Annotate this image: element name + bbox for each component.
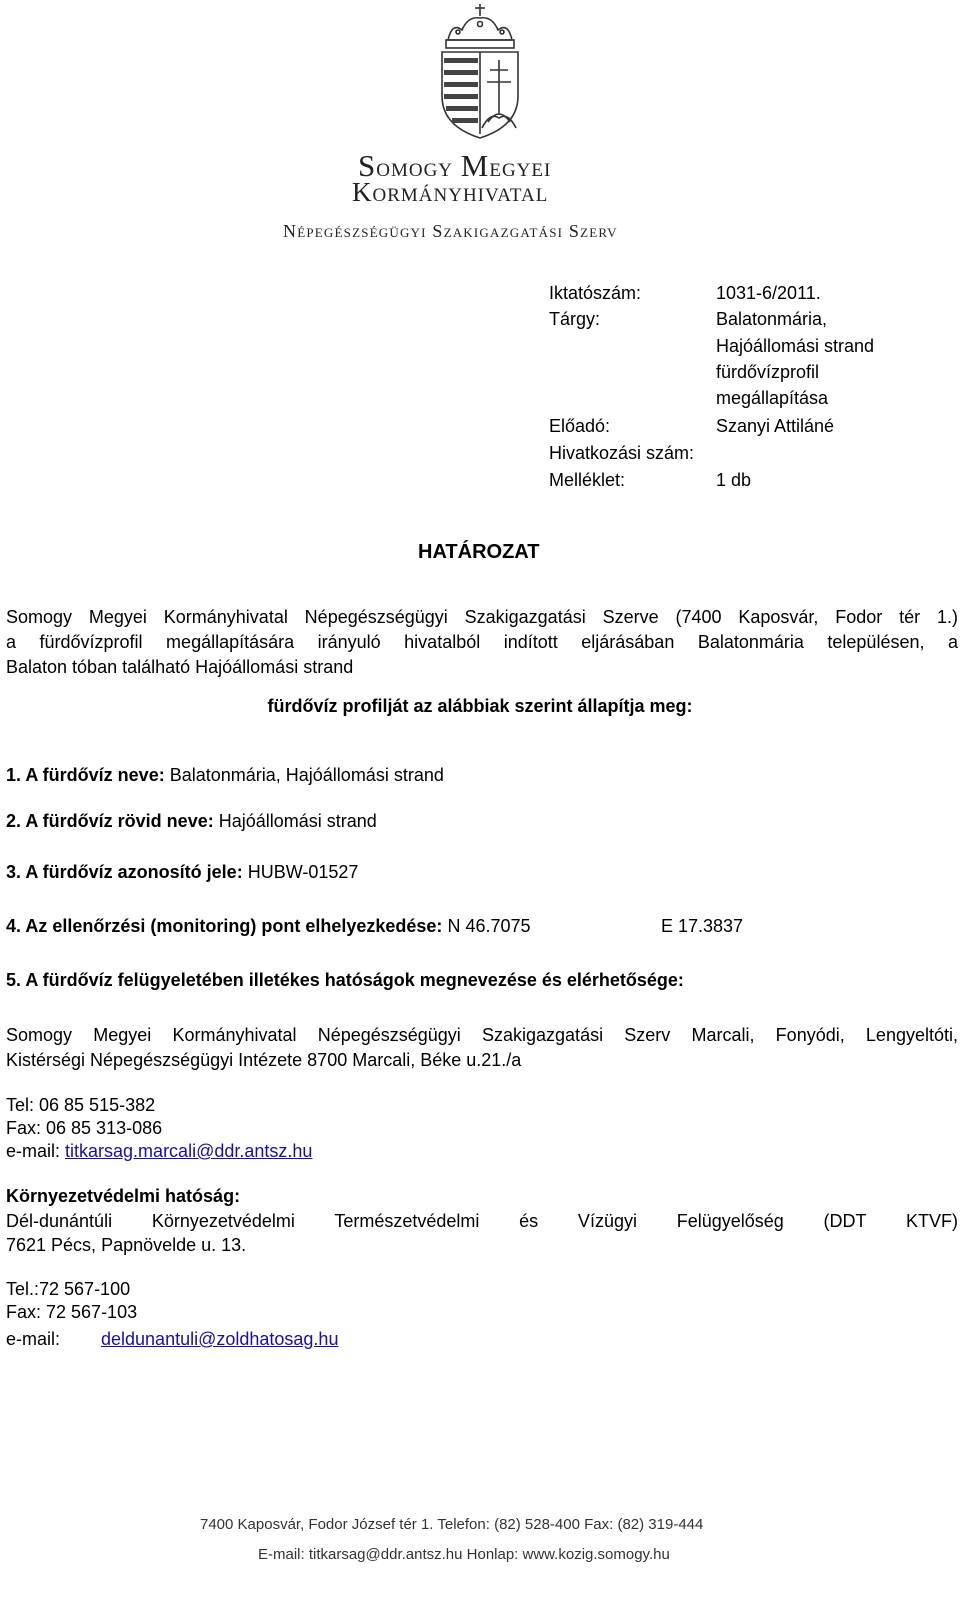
item-5-label: 5. A fürdővíz felügyeletében illetékes hatóságok megnevezése és elérhetősége: bbox=[6, 970, 684, 990]
authority2-email-link[interactable]: deldunantuli@zoldhatosag.hu bbox=[101, 1329, 339, 1349]
brand-line-1-initial-2: M bbox=[460, 148, 490, 183]
subheading: fürdővíz profilját az alábbiak szerint állapítja meg: bbox=[267, 696, 693, 716]
item-1-value: Balatonmária, Hajóállomási strand bbox=[169, 765, 444, 785]
hivatkozasi-label: Hivatkozási szám: bbox=[549, 443, 695, 463]
authority1-fax: Fax: 06 85 313-086 bbox=[6, 1118, 163, 1138]
item-3-value: HUBW-01527 bbox=[247, 862, 359, 882]
item-4-label: 4. Az ellenőrzési (monitoring) pont elhelyezkedése: bbox=[6, 916, 443, 936]
targy-value-line-3: fürdővízprofil bbox=[716, 362, 820, 382]
item-2-value: Hajóállomási strand bbox=[218, 811, 377, 831]
brand-line-3: Népegészségügyi Szakigazgatási Szerv bbox=[283, 221, 618, 241]
brand-line-1-initial: S bbox=[358, 148, 377, 183]
item-2 bbox=[6, 809, 377, 834]
item-3 bbox=[6, 860, 358, 885]
iktato-label: Iktatószám: bbox=[549, 283, 642, 303]
intro-line-1: Somogy Megyei Kormányhivatal Népegészségügyi Szakigazgatási Szerve (7400 Kaposvár, Fodor tér 1.) bbox=[6, 607, 958, 627]
authority2-email-label: e-mail: bbox=[6, 1329, 61, 1349]
targy-value-line-2: Hajóállomási strand bbox=[716, 336, 875, 356]
item-4-n: N 46.7075 bbox=[447, 916, 531, 936]
authority1-line-2: Kistérségi Népegészségügyi Intézete 8700 Marcali, Béke u.21./a bbox=[6, 1050, 522, 1070]
authority2-tel: Tel.:72 567-100 bbox=[6, 1279, 131, 1299]
footer-line-2: E-mail: titkarsag@ddr.antsz.hu Honlap: www.kozig.somogy.hu bbox=[258, 1546, 670, 1563]
item-3-label: 3. A fürdővíz azonosító jele: bbox=[6, 862, 243, 882]
document-title: HATÁROZAT bbox=[418, 541, 540, 563]
authority2-line-2: 7621 Pécs, Papnövelde u. 13. bbox=[6, 1235, 247, 1255]
authority2-fax: Fax: 72 567-103 bbox=[6, 1302, 138, 1322]
brand-line-2: Kormányhivatal bbox=[352, 177, 549, 207]
brand-line-1-rest: omogy bbox=[376, 152, 454, 182]
authority1-email-row bbox=[6, 1139, 312, 1164]
authority1-email-link[interactable]: titkarsag.marcali@ddr.antsz.hu bbox=[65, 1141, 313, 1161]
iktato-value: 1031-6/2011. bbox=[716, 283, 821, 303]
eloado-value: Szanyi Attiláné bbox=[716, 416, 835, 436]
authority2-title: Környezetvédelmi hatóság: bbox=[6, 1186, 241, 1206]
authority1-line-1: Somogy Megyei Kormányhivatal Népegészségügyi Szakigazgatási Szerv Marcali, Fonyódi, Lengyeltóti, bbox=[6, 1025, 958, 1045]
authority1-tel: Tel: 06 85 515-382 bbox=[6, 1095, 156, 1115]
intro-line-2: a fürdővízprofil megállapítására irányuló hivatalból indított eljárásában Balatonmária településen, a bbox=[6, 632, 958, 652]
eloado-label: Előadó: bbox=[549, 416, 611, 436]
targy-value-line-4: megállapítása bbox=[716, 388, 829, 408]
melleklet-value: 1 db bbox=[716, 470, 752, 490]
item-1 bbox=[6, 763, 444, 788]
intro-line-3: Balaton tóban található Hajóállomási strand bbox=[6, 657, 354, 677]
footer-line-1: 7400 Kaposvár, Fodor József tér 1. Telefon: (82) 528-400 Fax: (82) 319-444 bbox=[200, 1516, 704, 1533]
item-4-e: E 17.3837 bbox=[661, 916, 744, 936]
authority1-email-label: e-mail: bbox=[6, 1141, 61, 1161]
item-4 bbox=[6, 914, 531, 939]
item-2-label: 2. A fürdővíz rövid neve: bbox=[6, 811, 214, 831]
authority2-line-1: Dél-dunántúli Környezetvédelmi Természetvédelmi és Vízügyi Felügyelőség (DDT KTVF) bbox=[6, 1211, 958, 1231]
brand-line-1-rest-2: egyei bbox=[489, 152, 552, 182]
targy-value-line-1: Balatonmária, bbox=[716, 309, 828, 329]
item-1-label: 1. A fürdővíz neve: bbox=[6, 765, 165, 785]
targy-label: Tárgy: bbox=[549, 309, 601, 329]
coat-of-arms-logo bbox=[432, 2, 528, 140]
melleklet-label: Melléklet: bbox=[549, 470, 626, 490]
